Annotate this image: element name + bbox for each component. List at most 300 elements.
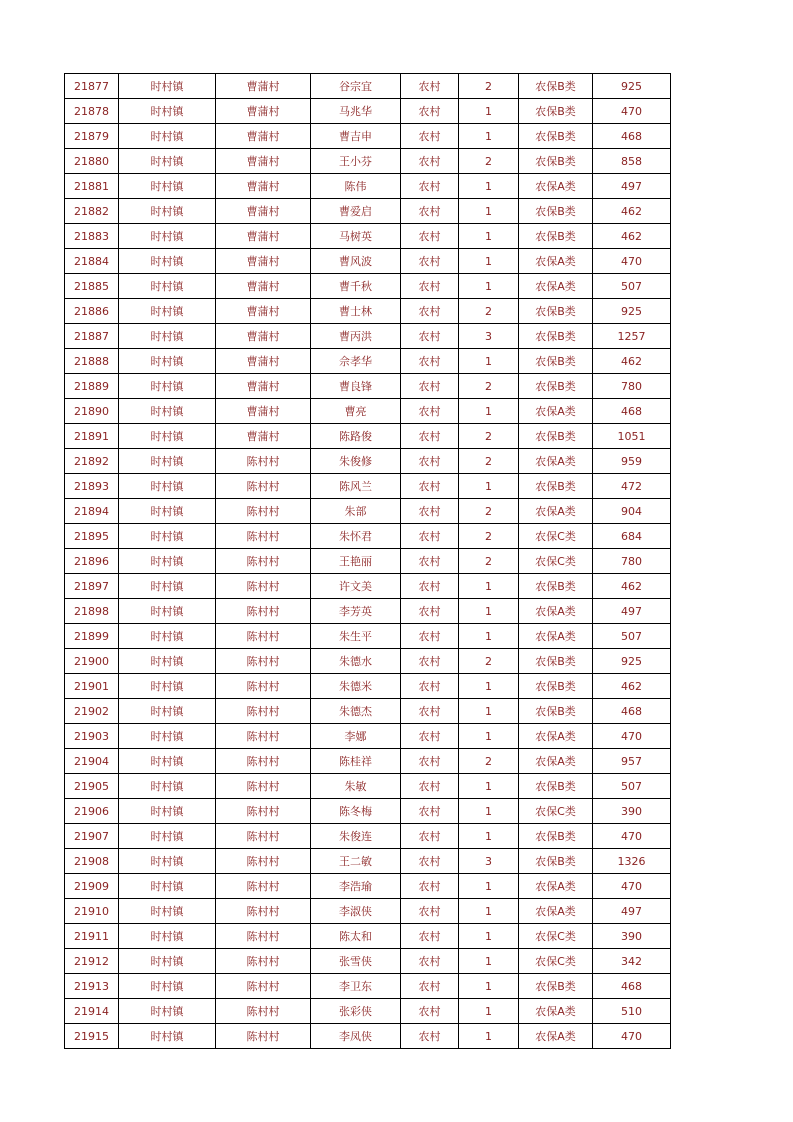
table-cell-category: 农保B类 [519, 424, 593, 449]
table-cell-name: 朱俊修 [311, 449, 401, 474]
table-cell-type: 农村 [401, 399, 459, 424]
table-cell-name: 李淑侠 [311, 899, 401, 924]
table-cell-id: 21905 [65, 774, 119, 799]
table-cell-village: 陈村村 [216, 649, 311, 674]
table-cell-amount: 468 [593, 699, 671, 724]
table-cell-town: 时村镇 [119, 549, 216, 574]
table-row [65, 999, 671, 1024]
table-cell-count: 3 [459, 324, 519, 349]
table-cell-count: 1 [459, 399, 519, 424]
table-cell-category: 农保B类 [519, 774, 593, 799]
table-cell-town: 时村镇 [119, 74, 216, 99]
table-row [65, 574, 671, 599]
table-cell-category: 农保B类 [519, 74, 593, 99]
table-cell-type: 农村 [401, 624, 459, 649]
table-cell-category: 农保A类 [519, 624, 593, 649]
table-cell-count: 2 [459, 524, 519, 549]
table-cell-amount: 1257 [593, 324, 671, 349]
table-cell-village: 陈村村 [216, 924, 311, 949]
table-cell-id: 21884 [65, 249, 119, 274]
table-cell-count: 1 [459, 799, 519, 824]
table-cell-count: 3 [459, 849, 519, 874]
table-cell-name: 朱俊连 [311, 824, 401, 849]
table-cell-id: 21878 [65, 99, 119, 124]
table-cell-town: 时村镇 [119, 374, 216, 399]
table-cell-type: 农村 [401, 1024, 459, 1049]
table-cell-type: 农村 [401, 674, 459, 699]
table-row [65, 474, 671, 499]
table-cell-amount: 507 [593, 274, 671, 299]
table-cell-count: 1 [459, 474, 519, 499]
table-cell-count: 1 [459, 224, 519, 249]
table-cell-name: 曹士林 [311, 299, 401, 324]
table-cell-name: 王二敏 [311, 849, 401, 874]
table-cell-category: 农保C类 [519, 924, 593, 949]
table-cell-count: 1 [459, 774, 519, 799]
table-cell-count: 2 [459, 74, 519, 99]
table-cell-type: 农村 [401, 349, 459, 374]
table-cell-category: 农保B类 [519, 99, 593, 124]
data-table [64, 73, 671, 1049]
table-cell-count: 2 [459, 299, 519, 324]
table-cell-type: 农村 [401, 724, 459, 749]
table-cell-village: 曹蒲村 [216, 374, 311, 399]
table-cell-id: 21900 [65, 649, 119, 674]
table-cell-id: 21908 [65, 849, 119, 874]
table-cell-count: 1 [459, 724, 519, 749]
table-cell-name: 许文美 [311, 574, 401, 599]
table-cell-category: 农保B类 [519, 199, 593, 224]
table-cell-count: 1 [459, 949, 519, 974]
table-cell-count: 2 [459, 549, 519, 574]
table-row [65, 199, 671, 224]
table-cell-category: 农保A类 [519, 449, 593, 474]
table-cell-town: 时村镇 [119, 849, 216, 874]
table-cell-type: 农村 [401, 299, 459, 324]
table-cell-category: 农保B类 [519, 699, 593, 724]
table-cell-type: 农村 [401, 424, 459, 449]
table-cell-category: 农保B类 [519, 674, 593, 699]
table-cell-village: 曹蒲村 [216, 299, 311, 324]
table-cell-id: 21910 [65, 899, 119, 924]
table-cell-type: 农村 [401, 99, 459, 124]
table-cell-id: 21903 [65, 724, 119, 749]
table-cell-category: 农保A类 [519, 724, 593, 749]
table-row [65, 324, 671, 349]
table-cell-village: 曹蒲村 [216, 99, 311, 124]
table-row [65, 224, 671, 249]
table-row [65, 374, 671, 399]
table-cell-count: 1 [459, 824, 519, 849]
table-cell-category: 农保A类 [519, 399, 593, 424]
table-row [65, 499, 671, 524]
table-cell-category: 农保C类 [519, 949, 593, 974]
table-row [65, 174, 671, 199]
table-cell-category: 农保B类 [519, 124, 593, 149]
table-cell-town: 时村镇 [119, 424, 216, 449]
table-cell-id: 21896 [65, 549, 119, 574]
table-cell-name: 张彩侠 [311, 999, 401, 1024]
table-cell-town: 时村镇 [119, 524, 216, 549]
table-cell-name: 朱生平 [311, 624, 401, 649]
table-cell-count: 1 [459, 174, 519, 199]
table-cell-amount: 470 [593, 1024, 671, 1049]
table-cell-id: 21890 [65, 399, 119, 424]
table-cell-name: 王小芬 [311, 149, 401, 174]
table-cell-village: 曹蒲村 [216, 249, 311, 274]
table-row [65, 674, 671, 699]
table-cell-count: 1 [459, 899, 519, 924]
table-cell-count: 1 [459, 924, 519, 949]
table-cell-id: 21913 [65, 974, 119, 999]
table-cell-id: 21877 [65, 74, 119, 99]
table-cell-village: 陈村村 [216, 524, 311, 549]
table-cell-count: 1 [459, 199, 519, 224]
table-cell-amount: 470 [593, 249, 671, 274]
table-cell-amount: 780 [593, 374, 671, 399]
table-cell-type: 农村 [401, 199, 459, 224]
table-cell-type: 农村 [401, 149, 459, 174]
table-cell-category: 农保B类 [519, 974, 593, 999]
table-cell-town: 时村镇 [119, 624, 216, 649]
table-cell-id: 21880 [65, 149, 119, 174]
table-cell-category: 农保B类 [519, 824, 593, 849]
table-cell-count: 1 [459, 574, 519, 599]
table-cell-id: 21892 [65, 449, 119, 474]
table-cell-category: 农保C类 [519, 799, 593, 824]
table-cell-category: 农保B类 [519, 374, 593, 399]
table-cell-name: 王艳丽 [311, 549, 401, 574]
table-cell-id: 21899 [65, 624, 119, 649]
table-cell-type: 农村 [401, 549, 459, 574]
table-cell-id: 21914 [65, 999, 119, 1024]
table-cell-count: 1 [459, 274, 519, 299]
table-cell-amount: 1051 [593, 424, 671, 449]
table-cell-town: 时村镇 [119, 674, 216, 699]
table-cell-name: 曹千秋 [311, 274, 401, 299]
table-cell-amount: 342 [593, 949, 671, 974]
table-cell-type: 农村 [401, 474, 459, 499]
table-cell-type: 农村 [401, 324, 459, 349]
table-cell-count: 1 [459, 874, 519, 899]
table-cell-town: 时村镇 [119, 724, 216, 749]
table-row [65, 849, 671, 874]
table-cell-id: 21897 [65, 574, 119, 599]
table-cell-town: 时村镇 [119, 924, 216, 949]
table-cell-village: 陈村村 [216, 899, 311, 924]
table-row [65, 249, 671, 274]
table-cell-name: 佘孝华 [311, 349, 401, 374]
table-cell-id: 21891 [65, 424, 119, 449]
table-cell-name: 谷宗宜 [311, 74, 401, 99]
table-cell-category: 农保B类 [519, 474, 593, 499]
table-row [65, 599, 671, 624]
table-cell-town: 时村镇 [119, 349, 216, 374]
table-cell-village: 曹蒲村 [216, 74, 311, 99]
table-cell-name: 陈冬梅 [311, 799, 401, 824]
table-cell-amount: 468 [593, 124, 671, 149]
table-cell-village: 陈村村 [216, 949, 311, 974]
table-cell-village: 陈村村 [216, 724, 311, 749]
table-cell-id: 21898 [65, 599, 119, 624]
table-cell-type: 农村 [401, 899, 459, 924]
table-cell-category: 农保B类 [519, 324, 593, 349]
table-cell-type: 农村 [401, 599, 459, 624]
table-cell-name: 李芳英 [311, 599, 401, 624]
table-cell-town: 时村镇 [119, 99, 216, 124]
table-cell-category: 农保C类 [519, 549, 593, 574]
table-cell-id: 21907 [65, 824, 119, 849]
table-row [65, 774, 671, 799]
table-cell-name: 马树英 [311, 224, 401, 249]
table-cell-town: 时村镇 [119, 824, 216, 849]
table-cell-village: 陈村村 [216, 774, 311, 799]
table-cell-town: 时村镇 [119, 649, 216, 674]
table-cell-id: 21885 [65, 274, 119, 299]
table-cell-amount: 858 [593, 149, 671, 174]
table-cell-town: 时村镇 [119, 899, 216, 924]
table-cell-town: 时村镇 [119, 449, 216, 474]
table-cell-category: 农保A类 [519, 274, 593, 299]
table-cell-category: 农保A类 [519, 499, 593, 524]
table-cell-category: 农保A类 [519, 899, 593, 924]
table-cell-type: 农村 [401, 124, 459, 149]
table-cell-type: 农村 [401, 924, 459, 949]
table-cell-town: 时村镇 [119, 874, 216, 899]
table-cell-amount: 470 [593, 724, 671, 749]
table-cell-id: 21904 [65, 749, 119, 774]
table-cell-category: 农保A类 [519, 749, 593, 774]
table-row [65, 924, 671, 949]
table-row [65, 974, 671, 999]
table-cell-id: 21911 [65, 924, 119, 949]
table-row [65, 699, 671, 724]
table-cell-village: 陈村村 [216, 974, 311, 999]
table-cell-count: 2 [459, 149, 519, 174]
table-cell-town: 时村镇 [119, 399, 216, 424]
table-cell-category: 农保A类 [519, 1024, 593, 1049]
table-cell-town: 时村镇 [119, 249, 216, 274]
table-cell-id: 21883 [65, 224, 119, 249]
table-cell-amount: 497 [593, 599, 671, 624]
table-cell-amount: 462 [593, 224, 671, 249]
table-cell-category: 农保C类 [519, 524, 593, 549]
table-cell-village: 曹蒲村 [216, 349, 311, 374]
table-cell-count: 2 [459, 749, 519, 774]
table-row [65, 649, 671, 674]
table-cell-id: 21879 [65, 124, 119, 149]
table-row [65, 549, 671, 574]
table-cell-type: 农村 [401, 574, 459, 599]
table-cell-type: 农村 [401, 824, 459, 849]
table-cell-village: 陈村村 [216, 799, 311, 824]
table-cell-count: 2 [459, 499, 519, 524]
table-cell-village: 陈村村 [216, 674, 311, 699]
table-cell-category: 农保B类 [519, 649, 593, 674]
table-cell-category: 农保B类 [519, 224, 593, 249]
table-cell-village: 曹蒲村 [216, 149, 311, 174]
table-row [65, 799, 671, 824]
table-row [65, 299, 671, 324]
table-cell-town: 时村镇 [119, 574, 216, 599]
table-cell-amount: 957 [593, 749, 671, 774]
table-body [65, 74, 671, 1049]
table-cell-id: 21915 [65, 1024, 119, 1049]
table-cell-count: 2 [459, 649, 519, 674]
table-row [65, 99, 671, 124]
table-cell-name: 朱敏 [311, 774, 401, 799]
table-cell-name: 张雪侠 [311, 949, 401, 974]
table-cell-category: 农保B类 [519, 349, 593, 374]
table-cell-town: 时村镇 [119, 774, 216, 799]
table-cell-type: 农村 [401, 849, 459, 874]
table-cell-amount: 959 [593, 449, 671, 474]
table-cell-village: 陈村村 [216, 574, 311, 599]
table-cell-name: 李卫东 [311, 974, 401, 999]
table-row [65, 149, 671, 174]
table-cell-category: 农保A类 [519, 249, 593, 274]
table-cell-village: 陈村村 [216, 1024, 311, 1049]
table-cell-name: 陈太和 [311, 924, 401, 949]
table-cell-type: 农村 [401, 974, 459, 999]
table-cell-amount: 497 [593, 174, 671, 199]
table-cell-type: 农村 [401, 174, 459, 199]
table-cell-count: 2 [459, 374, 519, 399]
table-cell-name: 朱部 [311, 499, 401, 524]
table-cell-amount: 780 [593, 549, 671, 574]
table-cell-category: 农保A类 [519, 999, 593, 1024]
table-cell-amount: 904 [593, 499, 671, 524]
table-cell-town: 时村镇 [119, 474, 216, 499]
table-cell-town: 时村镇 [119, 949, 216, 974]
table-cell-id: 21901 [65, 674, 119, 699]
table-cell-town: 时村镇 [119, 224, 216, 249]
table-cell-town: 时村镇 [119, 699, 216, 724]
table-cell-village: 陈村村 [216, 474, 311, 499]
table-cell-id: 21881 [65, 174, 119, 199]
table-row [65, 824, 671, 849]
table-cell-amount: 462 [593, 674, 671, 699]
table-cell-name: 马兆华 [311, 99, 401, 124]
table-cell-town: 时村镇 [119, 274, 216, 299]
table-cell-id: 21894 [65, 499, 119, 524]
table-cell-type: 农村 [401, 699, 459, 724]
table-cell-type: 农村 [401, 224, 459, 249]
table-cell-amount: 470 [593, 874, 671, 899]
table-cell-amount: 925 [593, 299, 671, 324]
table-row [65, 724, 671, 749]
table-cell-town: 时村镇 [119, 974, 216, 999]
table-cell-amount: 462 [593, 574, 671, 599]
table-cell-category: 农保B类 [519, 149, 593, 174]
table-cell-town: 时村镇 [119, 799, 216, 824]
table-cell-amount: 390 [593, 924, 671, 949]
table-cell-village: 曹蒲村 [216, 274, 311, 299]
table-cell-village: 曹蒲村 [216, 199, 311, 224]
table-row [65, 274, 671, 299]
table-row [65, 524, 671, 549]
table-cell-name: 朱德水 [311, 649, 401, 674]
table-cell-amount: 497 [593, 899, 671, 924]
table-row [65, 624, 671, 649]
table-cell-count: 1 [459, 624, 519, 649]
table-cell-count: 1 [459, 974, 519, 999]
table-cell-amount: 925 [593, 649, 671, 674]
table-cell-type: 农村 [401, 374, 459, 399]
table-cell-village: 陈村村 [216, 449, 311, 474]
table-cell-amount: 925 [593, 74, 671, 99]
table-cell-name: 李凤侠 [311, 1024, 401, 1049]
table-row [65, 424, 671, 449]
table-cell-category: 农保A类 [519, 874, 593, 899]
table-cell-amount: 470 [593, 99, 671, 124]
table-cell-town: 时村镇 [119, 1024, 216, 1049]
table-row [65, 74, 671, 99]
table-cell-town: 时村镇 [119, 299, 216, 324]
table-cell-category: 农保B类 [519, 849, 593, 874]
table-cell-village: 陈村村 [216, 999, 311, 1024]
table-cell-type: 农村 [401, 799, 459, 824]
table-row [65, 1024, 671, 1049]
table-cell-count: 1 [459, 674, 519, 699]
table-cell-category: 农保A类 [519, 174, 593, 199]
table-cell-name: 朱怀君 [311, 524, 401, 549]
table-row [65, 749, 671, 774]
table-cell-type: 农村 [401, 999, 459, 1024]
table-cell-count: 1 [459, 699, 519, 724]
table-cell-id: 21893 [65, 474, 119, 499]
table-cell-count: 2 [459, 449, 519, 474]
table-row [65, 899, 671, 924]
table-cell-town: 时村镇 [119, 174, 216, 199]
table-cell-amount: 510 [593, 999, 671, 1024]
table-cell-count: 1 [459, 124, 519, 149]
table-cell-id: 21886 [65, 299, 119, 324]
table-cell-type: 农村 [401, 749, 459, 774]
table-cell-amount: 507 [593, 624, 671, 649]
table-cell-village: 陈村村 [216, 824, 311, 849]
table-cell-type: 农村 [401, 649, 459, 674]
table-cell-type: 农村 [401, 449, 459, 474]
table-cell-amount: 468 [593, 974, 671, 999]
table-cell-category: 农保B类 [519, 299, 593, 324]
table-cell-count: 1 [459, 599, 519, 624]
table-cell-type: 农村 [401, 249, 459, 274]
table-cell-id: 21912 [65, 949, 119, 974]
table-cell-village: 曹蒲村 [216, 224, 311, 249]
table-cell-village: 陈村村 [216, 699, 311, 724]
table-cell-amount: 1326 [593, 849, 671, 874]
table-cell-category: 农保A类 [519, 599, 593, 624]
table-cell-name: 曹爱启 [311, 199, 401, 224]
table-cell-name: 陈路俊 [311, 424, 401, 449]
table-cell-type: 农村 [401, 499, 459, 524]
table-cell-village: 陈村村 [216, 624, 311, 649]
table-cell-name: 李浩瑜 [311, 874, 401, 899]
table-cell-village: 陈村村 [216, 849, 311, 874]
table-cell-count: 1 [459, 349, 519, 374]
table-cell-id: 21902 [65, 699, 119, 724]
table-cell-id: 21887 [65, 324, 119, 349]
table-cell-name: 曹风波 [311, 249, 401, 274]
table-cell-village: 曹蒲村 [216, 174, 311, 199]
table-cell-village: 陈村村 [216, 499, 311, 524]
table-cell-id: 21906 [65, 799, 119, 824]
table-row [65, 874, 671, 899]
table-cell-id: 21895 [65, 524, 119, 549]
table-cell-name: 朱德杰 [311, 699, 401, 724]
table-cell-name: 陈桂祥 [311, 749, 401, 774]
